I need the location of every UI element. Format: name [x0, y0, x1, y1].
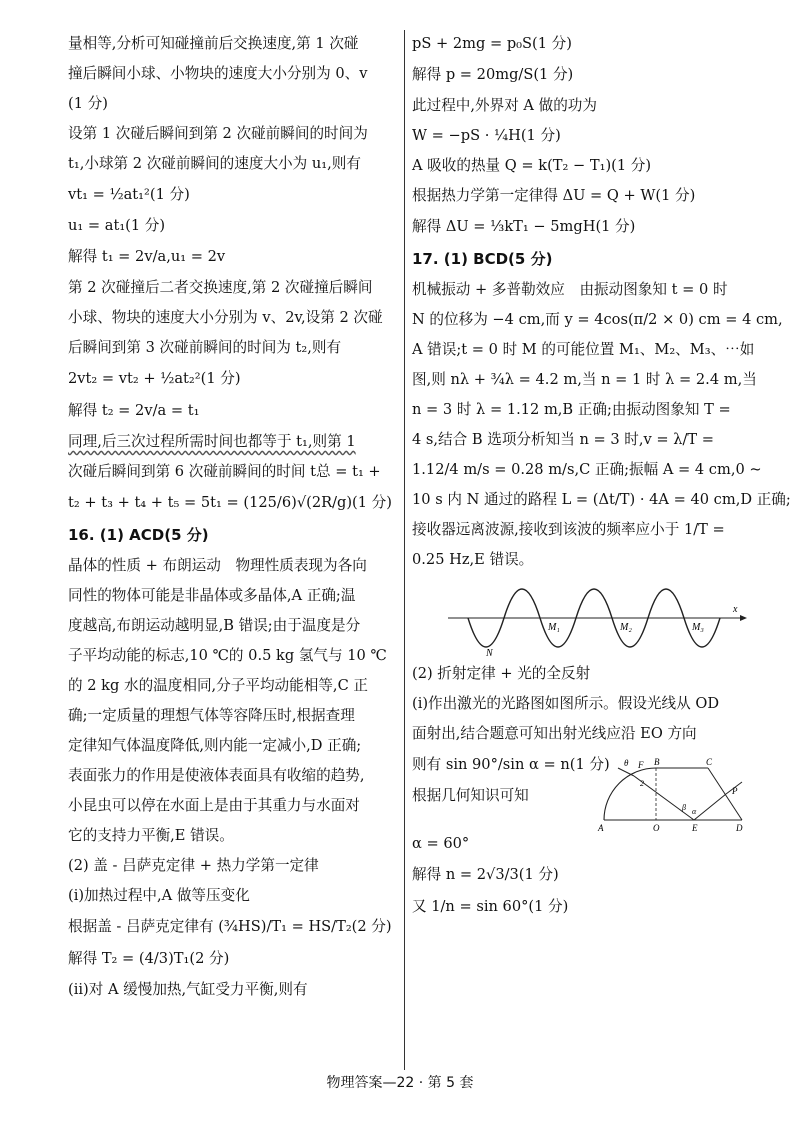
question-16-heading: 16. (1) ACD(5 分): [68, 526, 209, 544]
equation-line: A 吸收的热量 Q = k(T₂ − T₁)(1 分): [412, 157, 652, 174]
text-line: 子平均动能的标志,10 ℃的 0.5 kg 氢气与 10 ℃: [68, 647, 387, 664]
question-17-heading: 17. (1) BCD(5 分): [412, 250, 553, 268]
text-line: 的 2 kg 水的温度相同,分子平均动能相等,C 正: [68, 677, 368, 694]
text-line: 确;一定质量的理想气体等容降压时,根据查理: [68, 707, 355, 724]
right-column: [412, 34, 791, 928]
text-line: 设第 1 次碰后瞬间到第 2 次碰前瞬间的时间为: [68, 125, 368, 142]
label-M1: M₁: [548, 622, 560, 633]
text-line: 0.25 Hz,E 错误。: [412, 551, 534, 568]
equation-line: 根据热力学第一定律得 ΔU = Q + W(1 分): [412, 187, 696, 204]
equation-line: 解得 n = 2√3/3(1 分): [412, 866, 559, 883]
text-line: (ii)对 A 缓慢加热,气缸受力平衡,则有: [68, 981, 308, 998]
text-line: (1 分): [68, 95, 108, 112]
label-O: O: [653, 823, 660, 833]
label-F: F: [638, 760, 644, 770]
text-line: 4 s,结合 B 选项分析知当 n = 3 时,v = λ/T =: [412, 431, 715, 448]
text-line: (i)作出激光的光路图如图所示。假设光线从 OD: [412, 695, 720, 712]
label-D: D: [736, 823, 743, 833]
equation-line: 则有 sin 90°/sin α = n(1 分): [412, 756, 610, 773]
text-line: 量相等,分析可知碰撞前后交换速度,第 1 次碰: [68, 35, 359, 52]
text-line: 定律知气体温度降低,则内能一定减小,D 正确;: [68, 737, 362, 754]
left-column: [68, 34, 398, 1010]
label-M3: M₃: [692, 622, 704, 633]
wave-diagram: [448, 580, 748, 658]
text-line: 此过程中,外界对 A 做的功为: [412, 97, 597, 114]
subheading: (2) 折射定律 + 光的全反射: [412, 665, 591, 682]
text-line: 图,则 nλ + ¾λ = 4.2 m,当 n = 1 时 λ = 2.4 m,当: [412, 371, 757, 388]
equation-line: 解得 t₁ = 2v/a,u₁ = 2v: [68, 248, 226, 265]
text-line: 10 s 内 N 通过的路程 L = (Δt/T) · 4A = 40 cm,D 正确;: [412, 491, 791, 508]
axis-arrow: [740, 615, 747, 621]
ray-2: [694, 794, 726, 820]
label-alpha: α: [692, 807, 697, 816]
text-line: A 错误;t = 0 时 M 的可能位置 M₁、M₂、M₃、⋯如: [412, 341, 755, 358]
equation-line: W = −pS · ¼H(1 分): [412, 127, 561, 144]
text-line: n = 3 时 λ = 1.12 m,B 正确;由振动图象知 T =: [412, 401, 731, 418]
equation-line: u₁ = at₁(1 分): [68, 217, 166, 234]
equation-line: 解得 p = 20mg/S(1 分): [412, 66, 574, 83]
text-line: 后瞬间到第 3 次碰前瞬间的时间为 t₂,则有: [68, 339, 342, 356]
text-line: 它的支持力平衡,E 错误。: [68, 827, 234, 844]
equation-line: 又 1/n = sin 60°(1 分): [412, 898, 569, 915]
label-2: 2: [640, 779, 644, 788]
optics-row: [412, 754, 750, 834]
label-theta: θ: [624, 758, 629, 768]
equation-line: α = 60°: [412, 835, 470, 852]
text-line: 接收器远离波源,接收到该波的频率应小于 1/T =: [412, 521, 725, 538]
text-line: t₁,小球第 2 次碰前瞬间的速度大小为 u₁,则有: [68, 155, 361, 172]
equation-line: pS + 2mg = p₀S(1 分): [412, 35, 572, 52]
text-line: 表面张力的作用是使液体表面具有收缩的趋势,: [68, 767, 365, 784]
text-line: 次碰后瞬间到第 6 次碰前瞬间的时间 t总 = t₁ +: [68, 463, 381, 480]
text-line: 小昆虫可以停在水面上是由于其重力与水面对: [68, 797, 360, 814]
text-line: 度越高,布朗运动越明显,B 错误;由于温度是分: [68, 617, 361, 634]
text-line: 第 2 次碰撞后二者交换速度,第 2 次碰撞后瞬间: [68, 279, 373, 296]
equation-line: 根据盖 - 吕萨克定律有 (¾HS)/T₁ = HS/T₂(2 分): [68, 918, 392, 935]
equation-line: 解得 T₂ = (4/3)T₁(2 分): [68, 950, 230, 967]
text-line: (i)加热过程中,A 做等压变化: [68, 887, 250, 904]
label-E: E: [692, 823, 698, 833]
text-line: 同性的物体可能是非晶体或多晶体,A 正确;温: [68, 587, 356, 604]
equation-line: 解得 ΔU = ⅓kT₁ − 5mgH(1 分): [412, 218, 636, 235]
text-line: 根据几何知识可知: [412, 787, 529, 804]
text-line: 小球、物块的速度大小分别为 v、2v,设第 2 次碰: [68, 309, 383, 326]
label-M2: M₂: [620, 622, 632, 633]
label-N: N: [486, 648, 493, 659]
semicircle: [604, 768, 656, 820]
text-line: 1.12/4 m/s = 0.28 m/s,C 正确;振幅 A = 4 cm,0 ~: [412, 461, 762, 478]
column-divider: [404, 30, 405, 1070]
label-A: A: [598, 823, 604, 833]
ray-in: [618, 768, 634, 776]
optics-diagram: [596, 754, 746, 834]
equation-line: 解得 t₂ = 2v/a = t₁: [68, 402, 200, 419]
equation-line: t₂ + t₃ + t₄ + t₅ = 5t₁ = (125/6)√(2R/g)(1 分): [68, 494, 392, 511]
label-B: B: [654, 757, 660, 767]
text-line: 晶体的性质 + 布朗运动 物理性质表现为各向: [68, 557, 367, 574]
text-line: 面射出,结合题意可知出射光线应沿 EO 方向: [412, 725, 697, 742]
text-line: 机械振动 + 多普勒效应 由振动图象知 t = 0 时: [412, 281, 728, 298]
page-footer: 物理答案—22 · 第 5 套: [326, 1075, 474, 1091]
subheading: (2) 盖 - 吕萨克定律 + 热力学第一定律: [68, 857, 319, 874]
label-beta: β: [682, 803, 686, 812]
label-C: C: [706, 757, 713, 767]
text-line: 撞后瞬间小球、小物块的速度大小分别为 0、v: [68, 65, 368, 82]
label-P: P: [732, 786, 738, 796]
equation-line: vt₁ = ½at₁²(1 分): [68, 186, 190, 203]
equation-line: 2vt₂ = vt₂ + ½at₂²(1 分): [68, 370, 241, 387]
text-line: N 的位移为 −4 cm,而 y = 4cos(π/2 × 0) cm = 4 cm,: [412, 311, 783, 328]
label-x: x: [733, 604, 738, 615]
text-line: 同理,后三次过程所需时间也都等于 t₁,则第 1: [68, 433, 356, 450]
